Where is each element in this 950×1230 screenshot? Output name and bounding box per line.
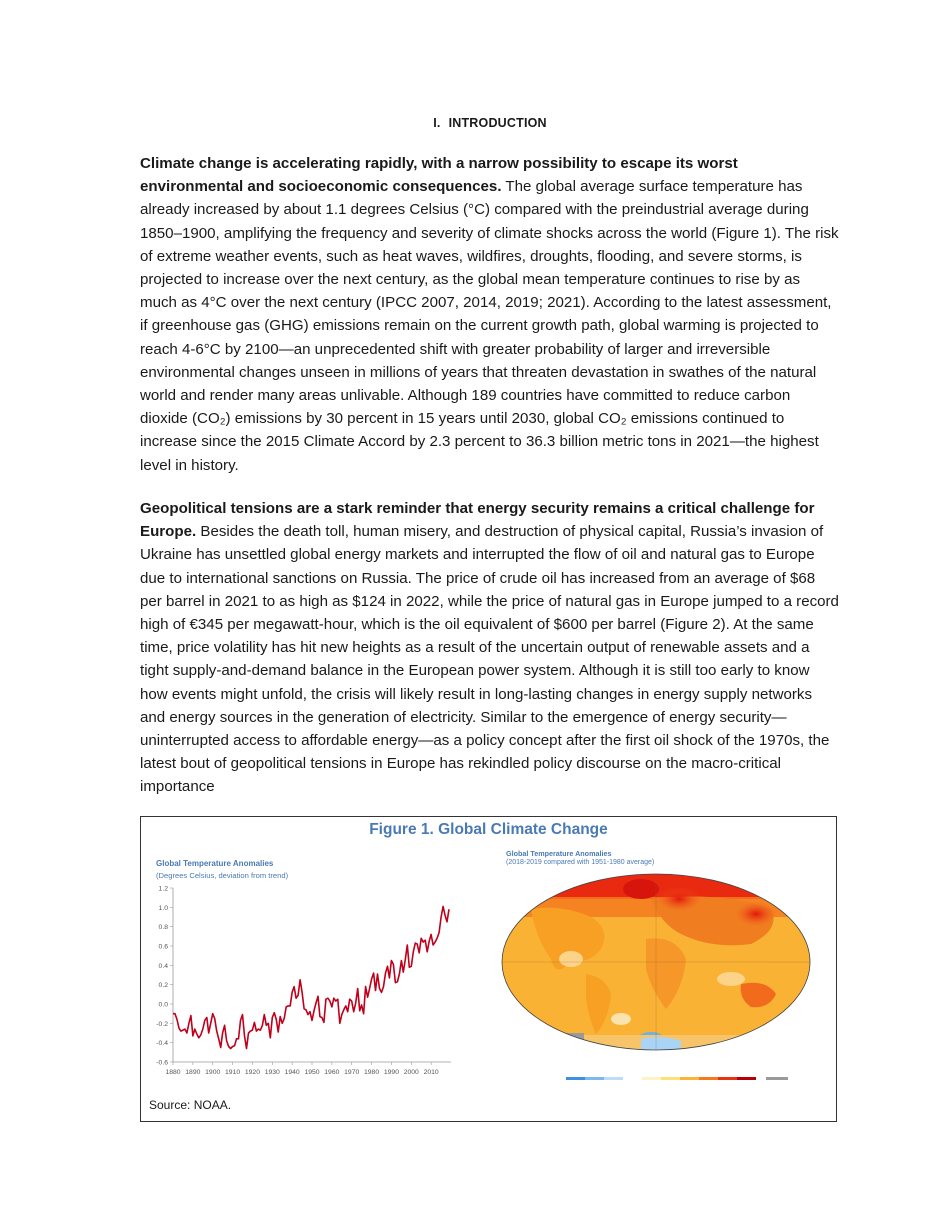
map-title: Global Temperature Anomalies [506,849,612,858]
y-tick-label: -0.2 [156,1020,168,1028]
x-tick-label: 1990 [383,1069,399,1076]
paragraph-geopolitical [140,497,840,799]
y-tick-label: 0.8 [158,924,168,932]
map-globe [501,869,826,1069]
figure-1 [140,816,837,1122]
line-chart-title: Global Temperature Anomalies [156,859,274,868]
paragraph-lead: Climate change is accelerating rapidly, with a narrow possibility to escape its worst environmental and socioeconomic consequences. [140,155,738,196]
section-heading [140,116,840,130]
map-color-legend [566,1077,788,1080]
y-tick-label: -0.6 [156,1059,168,1067]
section-title: INTRODUCTION [448,116,547,130]
x-tick-label: 1880 [165,1069,181,1076]
legend-swatch [642,1077,661,1080]
y-tick-label: 0.0 [158,1001,168,1009]
x-tick-label: 1920 [244,1069,260,1076]
legend-swatch [661,1077,680,1080]
x-tick-label: 2000 [403,1069,419,1076]
x-tick-label: 1980 [364,1069,380,1076]
y-tick-label: 0.6 [158,943,168,951]
section-number: I. [433,116,441,130]
legend-no-data-swatch [766,1077,788,1080]
paragraph-lead: Geopolitical tensions are a stark reminder that energy security remains a critical challenge for Europe. [140,500,815,541]
y-tick-label: 1.0 [158,904,168,912]
y-tick-label: 0.4 [158,962,168,970]
x-tick-label: 1910 [225,1069,241,1076]
x-tick-label: 1930 [264,1069,280,1076]
legend-swatch [623,1077,642,1080]
x-tick-label: 1900 [205,1069,221,1076]
legend-swatch [737,1077,756,1080]
y-tick-label: 0.2 [158,982,168,990]
legend-swatch [680,1077,699,1080]
paragraph-climate-change [140,152,840,477]
figure-source: Source: NOAA. [149,1098,232,1112]
x-tick-label: 1960 [324,1069,340,1076]
map-subtitle: (2018-2019 compared with 1951-1980 average) [506,859,655,866]
legend-swatch [718,1077,737,1080]
figure-title: Figure 1. Global Climate Change [369,821,608,838]
temperature-anomaly-map [501,869,826,1091]
legend-swatch [604,1077,623,1080]
temperature-line-chart [146,883,456,1083]
paragraph-body: Besides the death toll, human misery, and destruction of physical capital, Russia’s invasion of Ukraine has unsettled global energy markets and interrupted the flow of oil and natural gas to Europe due to international sanctions on Russia. The price of crude oil has increased from an average of $68 per barrel in 2021 to as high as $124 in 2022, while the price of natural gas in Europe jumped to a record high of €345 per megawatt-hour, which is the oil equivalent of $600 per barrel (Figure 2). At the same time, price volatility has hit new heights as a result of the uncertain output of renewable assets and a tight supply-and-demand balance in the European power system. Although it is still too early to know how events might unfold, the crisis will likely result in long-lasting changes in energy supply networks and energy sources in the generation of electricity. Similar to the emergence of energy security—uninterrupted access to affordable energy—as a policy concept after the first oil shock of the 1970s, the latest bout of geopolitical tensions in Europe has rekindled policy discourse on the macro-critical importance [140,523,839,796]
x-tick-label: 1970 [344,1069,360,1076]
x-tick-label: 1950 [304,1069,320,1076]
series-line [173,906,449,1048]
legend-swatch [585,1077,604,1080]
x-tick-label: 1890 [185,1069,201,1076]
y-tick-label: 1.2 [158,885,168,893]
paragraph-body: The global average surface temperature has already increased by about 1.1 degrees Celsius (°C) compared with the preindustrial average during 1850–1900, amplifying the frequency and severity of climate shocks across the world (Figure 1). The risk of extreme weather events, such as heat waves, wildfires, droughts, flooding, and severe storms, is projected to increase over the next century, as the global mean temperature continues to rise by as much as 4°C over the next century (IPCC 2007, 2014, 2019; 2021). According to the latest assessment, if greenhouse gas (GHG) emissions remain on the current growth path, global warming is projected to reach 4-6°C by 2100—an unprecedented shift with greater probability of larger and irreversible environmental changes unseen in millions of years that threaten devastation in swathes of the natural world and render many areas unlivable. Although 189 countries have committed to reduce carbon dioxide (CO₂) emissions by 30 percent in 15 years until 2030, global CO₂ emissions continued to increase since the 2015 Climate Accord by 2.3 percent to 36.3 billion metric tons in 2021—the highest level in history. [140,178,839,474]
x-tick-label: 1940 [284,1069,300,1076]
y-tick-label: -0.4 [156,1040,168,1048]
line-chart-subtitle: (Degrees Celsius, deviation from trend) [156,871,289,880]
legend-swatch [566,1077,585,1080]
legend-swatch [699,1077,718,1080]
x-tick-label: 2010 [423,1069,439,1076]
